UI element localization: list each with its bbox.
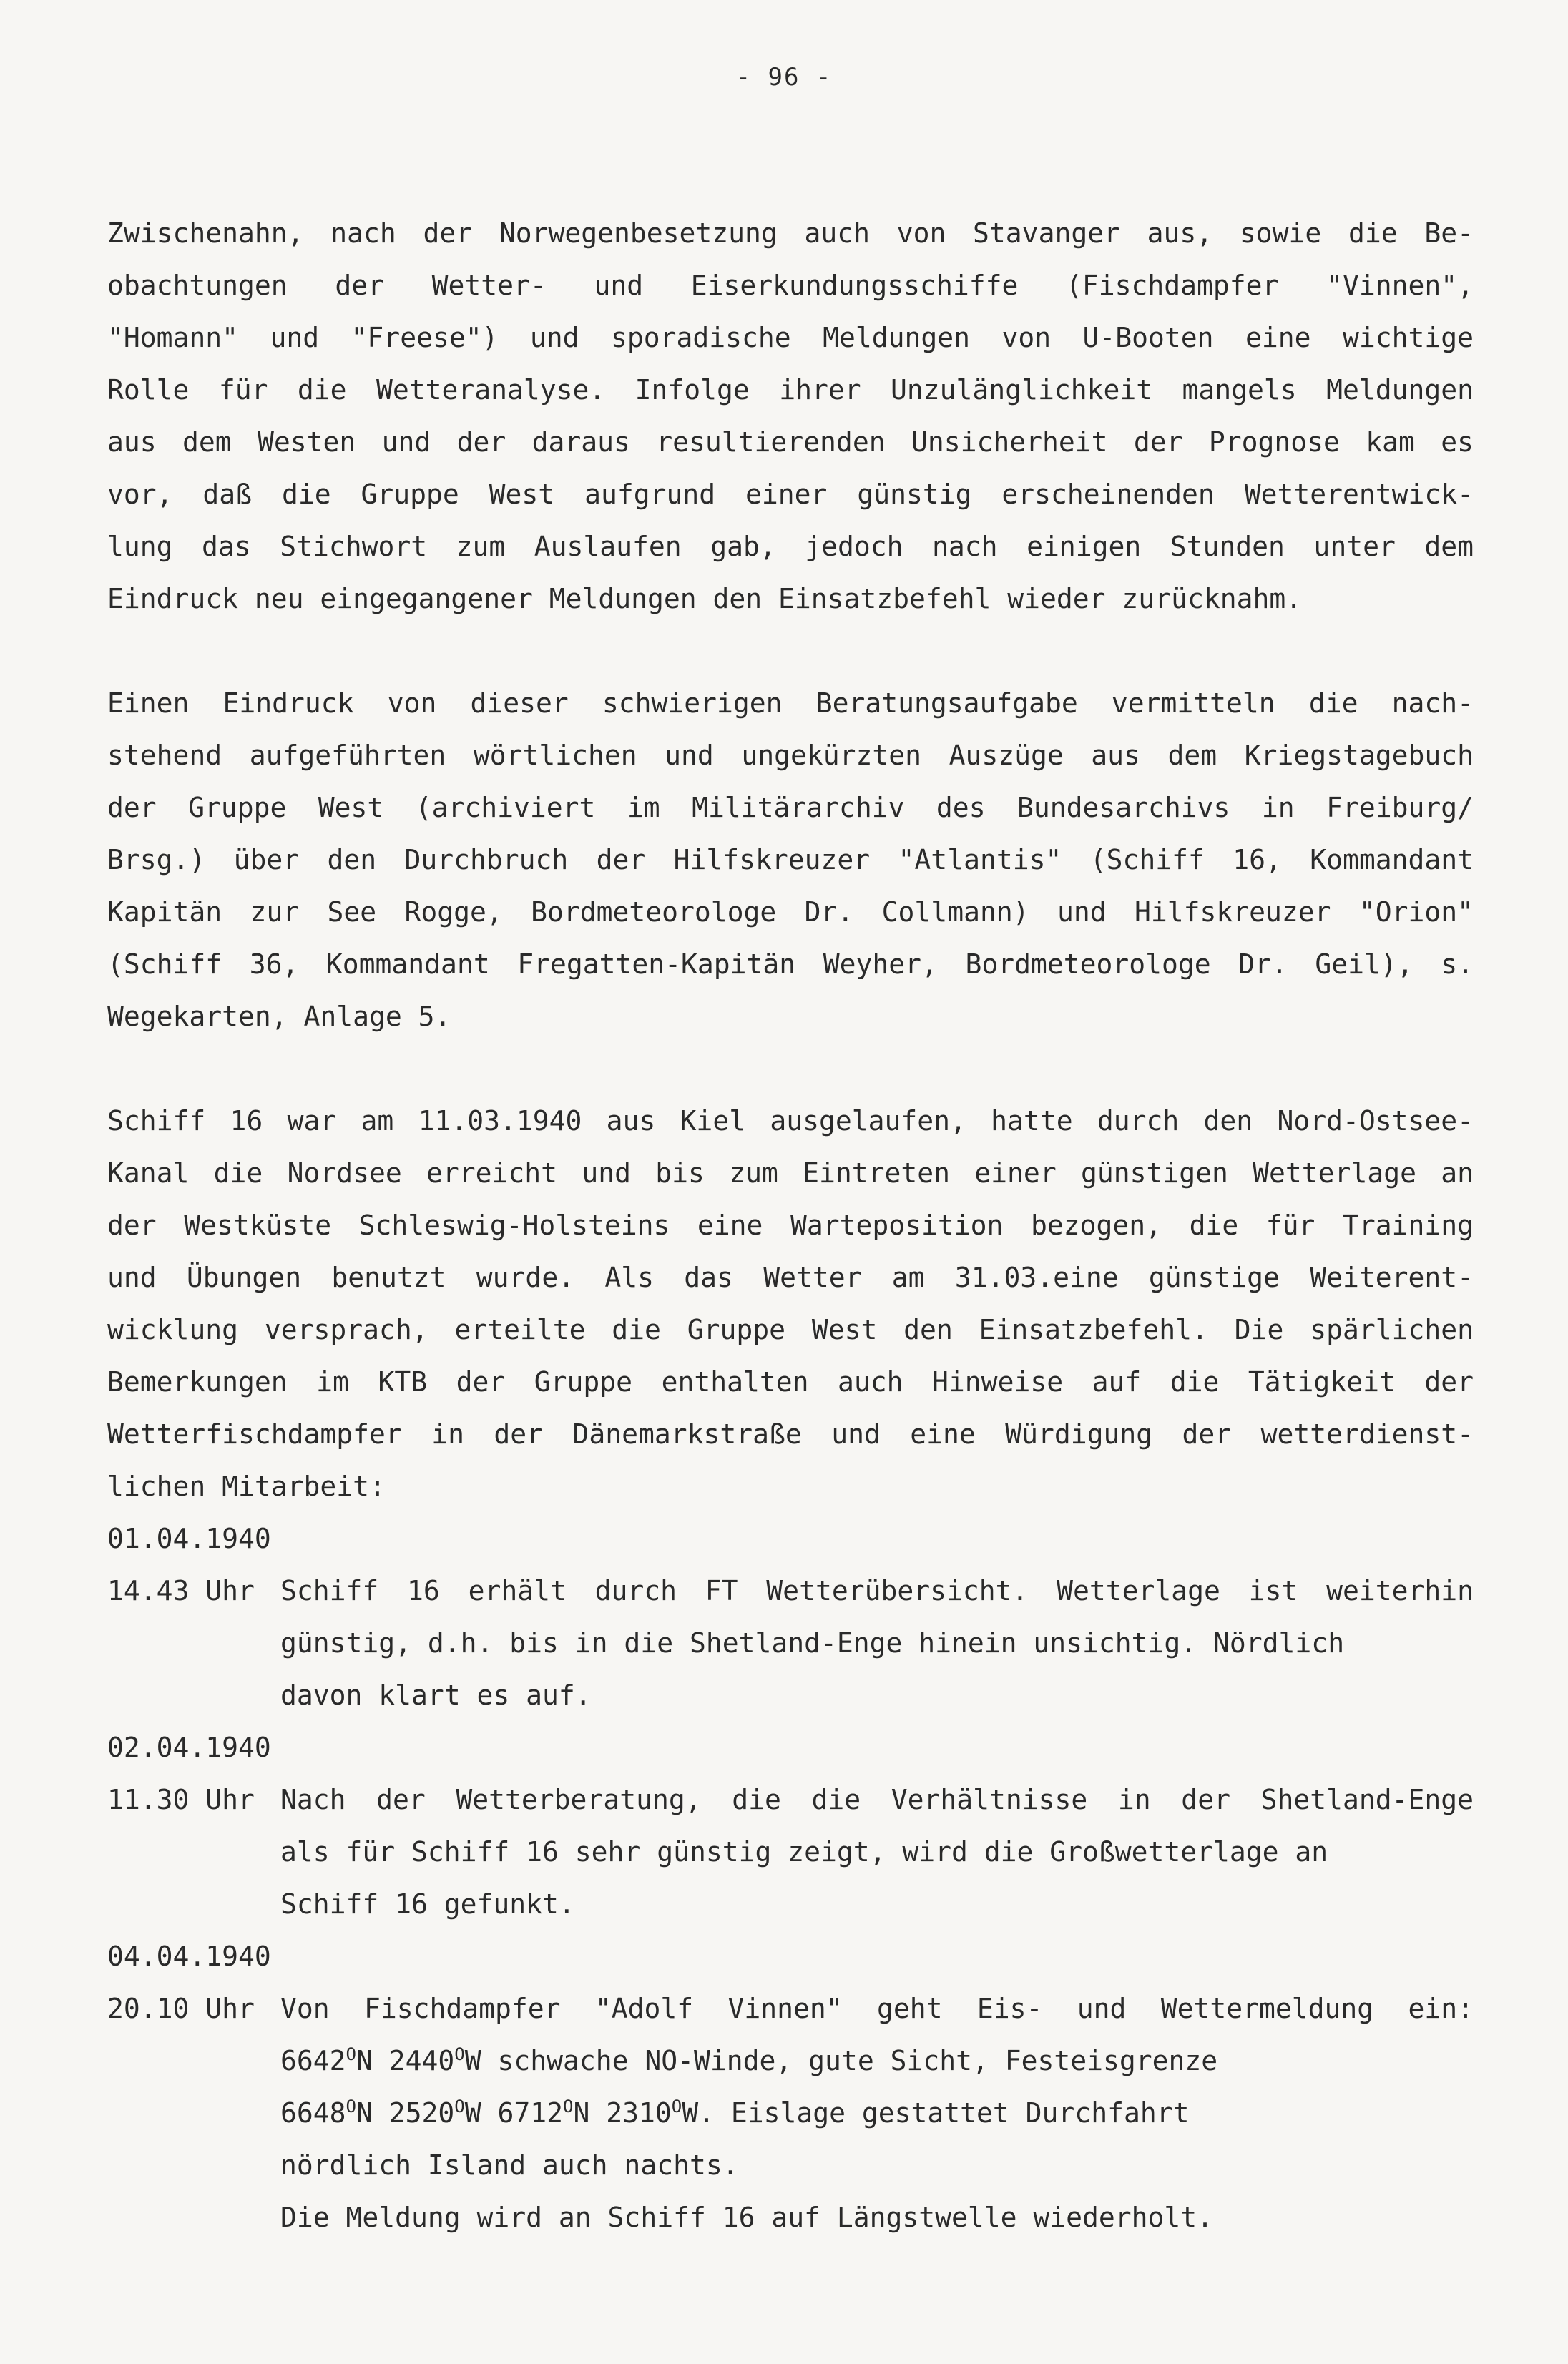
text-line: Rolle für die Wetteranalyse. Infolge ihrer Unzulänglichkeit mangels Meldungen <box>107 374 1474 406</box>
text-line: Brsg.) über den Durchbruch der Hilfskreuzer "Atlantis" (Schiff 16, Kommandant <box>107 844 1474 876</box>
text-line: Zwischenahn, nach der Norwegenbesetzung auch von Stavanger aus, sowie die Be- <box>107 217 1474 249</box>
longitude-value: 2310 <box>606 2097 672 2129</box>
text-line: Von Fischdampfer "Adolf Vinnen" geht Eis- und Wettermeldung ein: <box>280 1993 1474 2024</box>
longitude-value: 2440 <box>388 2045 455 2076</box>
text-line: Schiff 16 erhält durch FT Wetterübersicht. Wetterlage ist weiterhin <box>280 1575 1474 1607</box>
degree-mark: O <box>454 2096 465 2117</box>
log-time: 11.30 Uhr <box>107 1784 255 1815</box>
log-row <box>107 1565 1474 1722</box>
degree-mark: O <box>346 2096 356 2117</box>
hemisphere: N <box>573 2097 590 2129</box>
text-line: Nach der Wetterberatung, die die Verhältnisse in der Shetland-Enge <box>280 1784 1474 1815</box>
text-line: Kapitän zur See Rogge, Bordmeteorologe Dr. Collmann) und Hilfskreuzer "Orion" <box>107 896 1474 928</box>
text-line: Eindruck neu eingegangener Meldungen den Einsatzbefehl wieder zurücknahm. <box>107 583 1303 614</box>
coordinate-text: Eislage gestattet Durchfahrt <box>730 2097 1190 2129</box>
text-line: stehend aufgeführten wörtlichen und ungekürzten Auszüge aus dem Kriegstagebuch <box>107 740 1474 771</box>
log-entry <box>107 1722 1474 1931</box>
hemisphere: W <box>464 2045 481 2076</box>
page-number: - 96 - <box>735 63 833 92</box>
text-line: Wegekarten, Anlage 5. <box>107 1001 451 1032</box>
text-line: Wetterfischdampfer in der Dänemarkstraße und eine Würdigung der wetterdienst- <box>107 1418 1474 1450</box>
text-line: der Gruppe West (archiviert im Militärarchiv des Bundesarchivs in Freiburg/ <box>107 792 1474 823</box>
log-entry <box>107 1931 1474 2244</box>
text-line: lichen Mitarbeit: <box>107 1471 386 1502</box>
log-text <box>280 1983 1474 2244</box>
body-text <box>107 207 1474 2244</box>
log-row <box>107 1983 1474 2244</box>
text-line: und Übungen benutzt wurde. Als das Wetter am 31.03.eine günstige Weiterent- <box>107 1262 1474 1293</box>
log-row <box>107 1774 1474 1931</box>
log-time: 14.43 Uhr <box>107 1575 255 1607</box>
coordinate-line <box>280 2087 1474 2139</box>
text-line: günstig, d.h. bis in die Shetland-Enge hinein unsichtig. Nördlich <box>280 1627 1345 1659</box>
hemisphere: N <box>356 2045 373 2076</box>
text-line: nördlich Island auch nachts. <box>280 2149 739 2181</box>
log-entry <box>107 1513 1474 1722</box>
text-line: wicklung versprach, erteilte die Gruppe West den Einsatzbefehl. Die spärlichen <box>107 1314 1474 1345</box>
longitude-value: 2520 <box>388 2097 455 2129</box>
text-line: der Westküste Schleswig-Holsteins eine Warteposition bezogen, die für Training <box>107 1210 1474 1241</box>
log-date: 02.04.1940 <box>107 1732 271 1763</box>
latitude-value: 6648 <box>280 2097 346 2129</box>
paragraph-gap <box>107 625 1474 677</box>
coordinate-text: schwache NO-Winde, gute Sicht, Festeisgrenze <box>497 2045 1218 2076</box>
log-text <box>280 1565 1474 1722</box>
log-date: 04.04.1940 <box>107 1941 271 1972</box>
hemisphere: W <box>464 2097 481 2129</box>
text-line: Bemerkungen im KTB der Gruppe enthalten auch Hinweise auf die Tätigkeit der <box>107 1366 1474 1398</box>
text-line: Einen Eindruck von dieser schwierigen Beratungsaufgabe vermitteln die nach- <box>107 687 1474 719</box>
latitude-value: 6712 <box>497 2097 564 2129</box>
text-line: Schiff 16 gefunkt. <box>280 1888 575 1920</box>
hemisphere: N <box>356 2097 373 2129</box>
paragraph-3 <box>107 1095 1474 1513</box>
text-line: obachtungen der Wetter- und Eiserkundungsschiffe (Fischdampfer "Vinnen", <box>107 270 1474 301</box>
text-line: davon klart es auf. <box>280 1679 592 1711</box>
degree-mark: O <box>454 2044 465 2064</box>
log-text <box>280 1774 1474 1931</box>
degree-mark: O <box>346 2044 356 2064</box>
text-line: Schiff 16 war am 11.03.1940 aus Kiel ausgelaufen, hatte durch den Nord-Ostsee- <box>107 1105 1474 1137</box>
degree-mark: O <box>671 2096 682 2117</box>
paragraph-gap <box>107 1043 1474 1095</box>
hemisphere: W. <box>682 2097 715 2129</box>
text-line: "Homann" und "Freese") und sporadische Meldungen von U-Booten eine wichtige <box>107 322 1474 353</box>
coordinate-line <box>280 2035 1474 2087</box>
log-date: 01.04.1940 <box>107 1523 271 1554</box>
latitude-value: 6642 <box>280 2045 346 2076</box>
text-line: Die Meldung wird an Schiff 16 auf Längstwelle wiederholt. <box>280 2202 1214 2233</box>
text-line: Kanal die Nordsee erreicht und bis zum Eintreten einer günstigen Wetterlage an <box>107 1157 1474 1189</box>
log-time: 20.10 Uhr <box>107 1993 255 2024</box>
text-line: lung das Stichwort zum Auslaufen gab, jedoch nach einigen Stunden unter dem <box>107 531 1474 562</box>
degree-mark: O <box>563 2096 574 2117</box>
paragraph-2 <box>107 677 1474 1043</box>
text-line: vor, daß die Gruppe West aufgrund einer günstig erscheinenden Wetterentwick- <box>107 479 1474 510</box>
text-line: aus dem Westen und der daraus resultierenden Unsicherheit der Prognose kam es <box>107 426 1474 458</box>
text-line: (Schiff 36, Kommandant Fregatten-Kapitän Weyher, Bordmeteorologe Dr. Geil), s. <box>107 948 1474 980</box>
paragraph-1 <box>107 207 1474 625</box>
text-line: als für Schiff 16 sehr günstig zeigt, wird die Großwetterlage an <box>280 1836 1328 1868</box>
